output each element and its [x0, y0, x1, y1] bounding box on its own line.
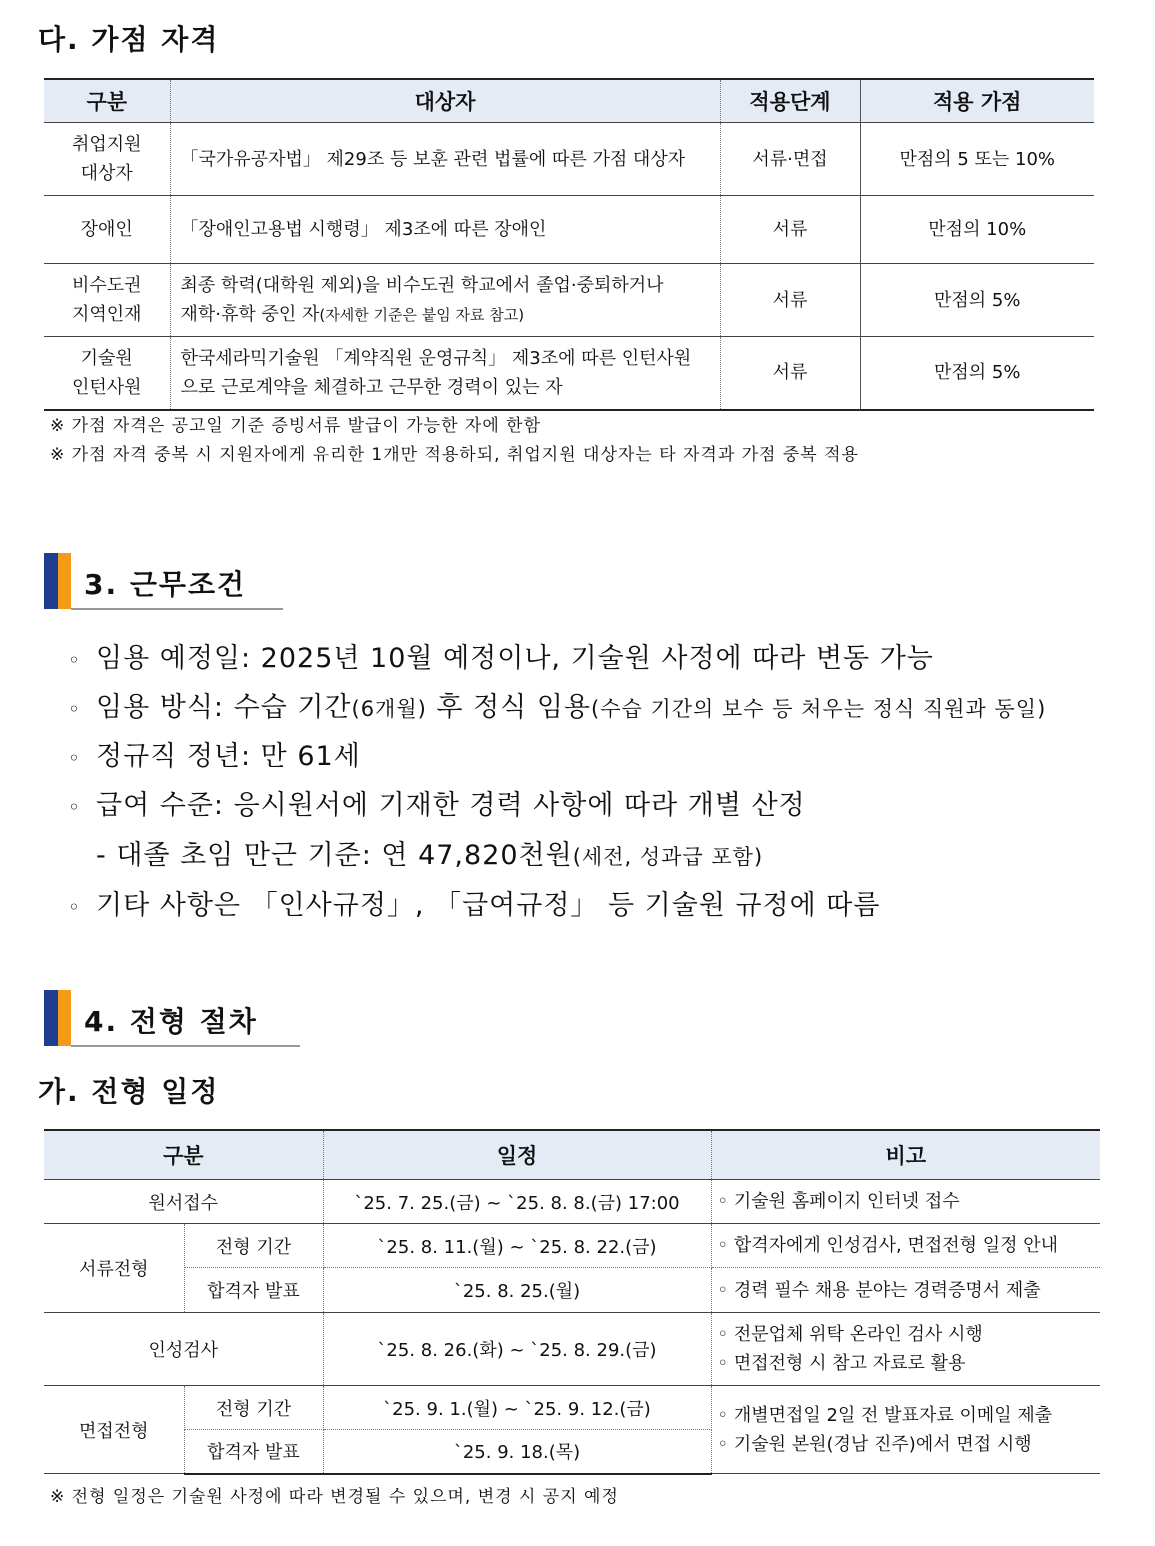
condition-subitem: - 대졸 초임 만근 기준: 연 47,820천원(세전, 성과급 포함)	[96, 840, 764, 871]
personality-label: 인성검사	[44, 1313, 323, 1386]
row-stage: 서류·면접	[720, 123, 860, 196]
interview-label: 면접전형	[44, 1386, 184, 1474]
interview-result-date: `25. 9. 18.(목)	[323, 1430, 711, 1474]
section-marker-blue	[44, 990, 58, 1046]
schedule-footnote: ※ 전형 일정은 기술원 사정에 따라 변경될 수 있으며, 변경 시 공지 예정	[50, 1487, 619, 1507]
bonus-note: ※ 가점 자격은 공고일 기준 증빙서류 발급이 가능한 자에 한함	[50, 416, 542, 436]
row-category: 취업지원 대상자	[44, 123, 170, 196]
table-row	[44, 1313, 1100, 1386]
condition-item: ◦ 정규직 정년: 만 61세	[68, 741, 361, 772]
table-row	[44, 264, 1094, 337]
table-row	[44, 1224, 1100, 1268]
header-points: 적용 가점	[860, 79, 1094, 123]
row-target: 한국세라믹기술원 「계약직원 운영규칙」 제3조에 따른 인턴사원 으로 근로계약을 체결하고 근무한 경력이 있는 자	[170, 337, 720, 410]
header-category: 구분	[44, 79, 170, 123]
row-points: 만점의 5%	[860, 264, 1094, 337]
interview-notes: ◦ 개별면접일 2일 전 발표자료 이메일 제출 ◦ 기술원 본원(경남 진주)에서 면접 시행	[711, 1386, 1100, 1474]
document-period-date: `25. 8. 11.(월) ~ `25. 8. 22.(금)	[323, 1224, 711, 1268]
application-date: `25. 7. 25.(금) ~ `25. 8. 8.(금) 17:00	[323, 1180, 711, 1224]
header-date: 일정	[323, 1130, 711, 1180]
row-category: 기술원 인턴사원	[44, 337, 170, 410]
row-target: 「국가유공자법」 제29조 등 보훈 관련 법률에 따른 가점 대상자	[170, 123, 720, 196]
row-points: 만점의 10%	[860, 196, 1094, 264]
section-underline	[71, 1045, 300, 1047]
row-category: 비수도권 지역인재	[44, 264, 170, 337]
bullet-icon: ◦	[68, 745, 81, 770]
application-label: 원서접수	[44, 1180, 323, 1224]
table-row	[44, 1268, 1100, 1313]
table-row	[44, 337, 1094, 410]
bonus-points-table	[44, 78, 1094, 411]
condition-item: ◦ 급여 수준: 응시원서에 기재한 경력 사항에 따라 개별 산정	[68, 790, 806, 821]
table-row	[44, 1180, 1100, 1224]
application-note: ◦ 기술원 홈페이지 인터넷 접수	[711, 1180, 1100, 1224]
table-row	[44, 196, 1094, 264]
section-marker-orange	[58, 553, 71, 609]
condition-item: ◦ 임용 예정일: 2025년 10월 예정이나, 기술원 사정에 따라 변동 가능	[68, 643, 934, 674]
condition-item: ◦ 임용 방식: 수습 기간(6개월) 후 정식 임용(수습 기간의 보수 등 처우는 정식 직원과 동일)	[68, 692, 1047, 723]
condition-item: ◦ 기타 사항은 「인사규정」, 「급여규정」 등 기술원 규정에 따름	[68, 890, 881, 921]
header-stage: 적용단계	[720, 79, 860, 123]
table-row	[44, 123, 1094, 196]
interview-period-label: 전형 기간	[184, 1386, 323, 1430]
row-target: 최종 학력(대학원 제외)을 비수도권 학교에서 졸업·중퇴하거나 재학·휴학 중인 자(자세한 기준은 붙임 자료 참고)	[170, 264, 720, 337]
row-points: 만점의 5 또는 10%	[860, 123, 1094, 196]
bullet-icon: ◦	[68, 794, 81, 819]
personality-notes: ◦ 전문업체 위탁 온라인 검사 시행 ◦ 면접전형 시 참고 자료로 활용	[711, 1313, 1100, 1386]
row-stage: 서류	[720, 337, 860, 410]
row-target: 「장애인고용법 시행령」 제3조에 따른 장애인	[170, 196, 720, 264]
section-marker-blue	[44, 553, 58, 609]
section3-title: 3. 근무조건	[84, 568, 247, 601]
header-target: 대상자	[170, 79, 720, 123]
header-note: 비고	[711, 1130, 1100, 1180]
section-da-title: 다. 가점 자격	[38, 23, 220, 56]
document-result-label: 합격자 발표	[184, 1268, 323, 1313]
section4-subtitle: 가. 전형 일정	[38, 1075, 220, 1108]
row-stage: 서류	[720, 264, 860, 337]
document-label: 서류전형	[44, 1224, 184, 1313]
row-points: 만점의 5%	[860, 337, 1094, 410]
schedule-table	[44, 1129, 1100, 1475]
document-result-note: ◦ 경력 필수 채용 분야는 경력증명서 제출	[711, 1268, 1100, 1313]
document-period-label: 전형 기간	[184, 1224, 323, 1268]
row-category: 장애인	[44, 196, 170, 264]
section4-title: 4. 전형 절차	[84, 1005, 258, 1038]
section-marker-orange	[58, 990, 71, 1046]
section-underline	[71, 608, 283, 610]
document-result-date: `25. 8. 25.(월)	[323, 1268, 711, 1313]
interview-period-date: `25. 9. 1.(월) ~ `25. 9. 12.(금)	[323, 1386, 711, 1430]
bullet-icon: ◦	[68, 696, 81, 721]
table-row	[44, 1386, 1100, 1430]
interview-result-label: 합격자 발표	[184, 1430, 323, 1474]
bullet-icon: ◦	[68, 647, 81, 672]
bonus-note: ※ 가점 자격 중복 시 지원자에게 유리한 1개만 적용하되, 취업지원 대상자는 타 자격과 가점 중복 적용	[50, 445, 859, 465]
personality-date: `25. 8. 26.(화) ~ `25. 8. 29.(금)	[323, 1313, 711, 1386]
header-category: 구분	[44, 1130, 323, 1180]
row-stage: 서류	[720, 196, 860, 264]
bullet-icon: ◦	[68, 894, 81, 919]
document-period-note: ◦ 합격자에게 인성검사, 면접전형 일정 안내	[711, 1224, 1100, 1268]
